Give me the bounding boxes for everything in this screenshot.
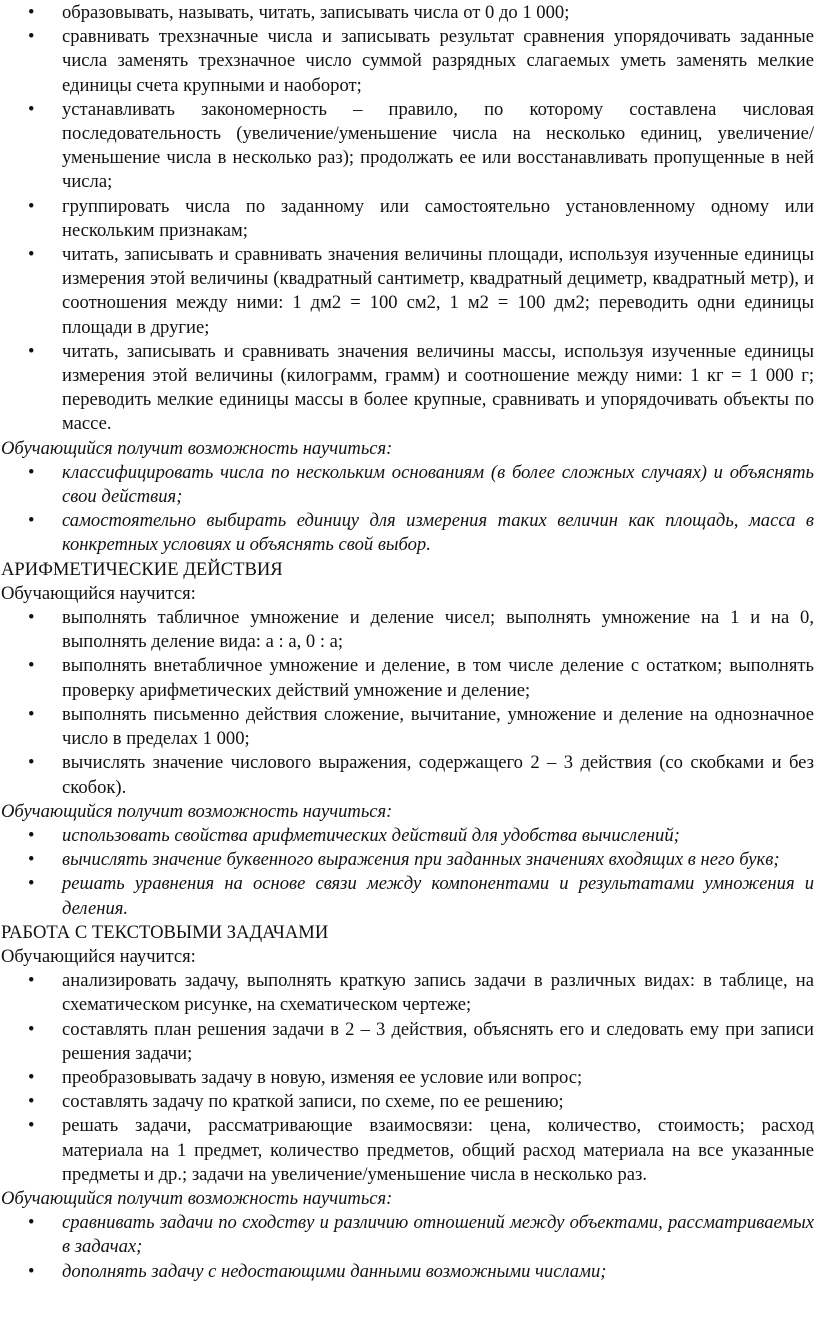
list-item xyxy=(0,1066,816,1090)
bullet-icon: • xyxy=(28,824,35,846)
list-item-text: сравнивать трехзначные числа и записывать результат сравнения упорядочивать заданные числа заменять трехзначное число суммой разрядных слагаемых уметь заменять мелкие единицы счета крупными и наоборот; xyxy=(62,26,814,96)
list-item xyxy=(0,751,816,799)
list-item xyxy=(0,243,816,340)
bullet-icon: • xyxy=(28,1115,35,1137)
bullet-icon: • xyxy=(28,26,35,48)
bullet-icon: • xyxy=(28,1212,35,1234)
list-item-text: читать, записывать и сравнивать значения величины массы, используя изученные единицы измерения этой величины (килограмм, грамм) и соотношение между ними: 1 кг = 1 000 г; переводить мелкие единицы массы в более крупные, сравнивать и упорядочивать объекты по массе. xyxy=(62,340,814,435)
list-item xyxy=(0,195,816,243)
list-item-text: группировать числа по заданному или самостоятельно установленному одному или нескольким признакам; xyxy=(62,195,814,241)
list-item xyxy=(0,1,816,25)
list-item-text: анализировать задачу, выполнять краткую запись задачи в различных видах: в таблице, на схематическом рисунке, на схематическом чертеже; xyxy=(62,970,814,1016)
list-item xyxy=(0,509,816,557)
document-content xyxy=(0,1,816,1284)
list-item-text: образовывать, называть, читать, записывать числа от 0 до 1 000; xyxy=(62,2,570,23)
section-title-word-problems: РАБОТА С ТЕКСТОВЫМИ ЗАДАЧАМИ xyxy=(1,921,329,943)
bullet-icon: • xyxy=(28,244,35,266)
opportunity-heading-1: Обучающийся получит возможность научиться: xyxy=(1,437,393,459)
list-item-text: самостоятельно выбирать единицу для измерения таких величин как площадь, масса в конкретных условиях и объяснять свой выбор. xyxy=(62,510,814,556)
list-item xyxy=(0,703,816,751)
will-learn-heading-2: Обучающийся научится: xyxy=(1,945,196,967)
bullet-icon: • xyxy=(28,752,35,774)
list-item-text: дополнять задачу с недостающими данными возможными числами; xyxy=(62,1260,607,1282)
list-item-text: выполнять внетабличное умножение и деление, в том числе деление с остатком; выполнять проверку арифметических действий умножение и деление; xyxy=(62,655,814,701)
list-item xyxy=(0,340,816,437)
list-item-text: классифицировать числа по нескольким основаниям (в более сложных случаях) и объяснять свои действия; xyxy=(62,461,814,508)
bullet-icon: • xyxy=(28,510,35,532)
list-item xyxy=(0,98,816,195)
bullet-icon: • xyxy=(28,340,35,362)
list-item-text: решать задачи, рассматривающие взаимосвязи: цена, количество, стоимость; расход материала на 1 предмет, количество предметов, общий расход материала на все указанные предметы и др.; задачи на увеличение/уменьшение числа в несколько раз. xyxy=(62,1115,814,1185)
list-item xyxy=(0,969,816,1017)
bullet-icon: • xyxy=(28,461,35,483)
list-arithmetic-skills xyxy=(0,606,816,800)
list-item xyxy=(0,1211,816,1259)
list-item-text: выполнять письменно действия сложение, вычитание, умножение и деление на однозначное число в пределах 1 000; xyxy=(62,703,814,750)
list-item xyxy=(0,1090,816,1114)
list-arithmetic-opportunities xyxy=(0,824,816,921)
list-item-text: решать уравнения на основе связи между компонентами и результатами умножения и деления. xyxy=(62,873,814,919)
opportunity-heading-2: Обучающийся получит возможность научиться: xyxy=(1,800,393,822)
list-item xyxy=(0,872,816,920)
list-item-text: устанавливать закономерность – правило, по которому составлена числовая последовательность (увеличение/уменьшение числа на несколько единиц, увеличение/уменьшение числа в несколько раз); продолжать ее или восстанавливать пропущенные в ней числа; xyxy=(62,98,814,193)
bullet-icon: • xyxy=(28,1091,35,1113)
list-item-text: сравнивать задачи по сходству и различию отношений между объектами, рассматриваемых в задачах; xyxy=(62,1212,814,1258)
list-problem-skills xyxy=(0,969,816,1187)
list-item-text: использовать свойства арифметических действий для удобства вычислений; xyxy=(62,824,680,846)
list-number-skills xyxy=(0,1,816,437)
list-item xyxy=(0,25,816,98)
list-item xyxy=(0,848,816,872)
list-item xyxy=(0,1018,816,1066)
list-item-text: вычислять значение буквенного выражения при заданных значениях входящих в него букв; xyxy=(62,849,780,871)
bullet-icon: • xyxy=(28,1018,35,1040)
list-item-text: вычислять значение числового выражения, содержащего 2 – 3 действия (со скобками и без скобок). xyxy=(62,752,814,798)
section-title-arithmetic: АРИФМЕТИЧЕСКИЕ ДЕЙСТВИЯ xyxy=(1,558,283,580)
bullet-icon: • xyxy=(28,703,35,725)
bullet-icon: • xyxy=(28,98,35,120)
list-item-text: читать, записывать и сравнивать значения величины площади, используя изученные единицы измерения этой величины (квадратный сантиметр, квадратный дециметр, квадратный метр), и соотношения между ними: 1 дм2 = 100 см2, 1 м2 = 100 дм2; переводить одни единицы площади в другие; xyxy=(62,244,814,338)
bullet-icon: • xyxy=(28,195,35,217)
list-item-text: выполнять табличное умножение и деление чисел; выполнять умножение на 1 и на 0, выполнять деление вида: а : а, 0 : а; xyxy=(62,607,814,653)
list-problem-opportunities xyxy=(0,1211,816,1284)
list-item xyxy=(0,1114,816,1187)
bullet-icon: • xyxy=(28,873,35,895)
list-item xyxy=(0,824,816,848)
list-item xyxy=(0,461,816,509)
will-learn-heading-1: Обучающийся научится: xyxy=(1,582,196,604)
list-item xyxy=(0,606,816,654)
list-item-text: составлять задачу по краткой записи, по схеме, по ее решению; xyxy=(62,1091,564,1113)
bullet-icon: • xyxy=(28,1066,35,1088)
bullet-icon: • xyxy=(28,1260,35,1282)
list-item-text: преобразовывать задачу в новую, изменяя ее условие или вопрос; xyxy=(62,1066,583,1088)
list-item-text: составлять план решения задачи в 2 – 3 действия, объяснять его и следовать ему при записи решения задачи; xyxy=(62,1018,814,1064)
bullet-icon: • xyxy=(28,655,35,677)
bullet-icon: • xyxy=(28,849,35,871)
list-item xyxy=(0,1260,816,1284)
bullet-icon: • xyxy=(28,970,35,992)
bullet-icon: • xyxy=(28,2,35,23)
list-number-opportunities xyxy=(0,461,816,558)
list-item xyxy=(0,654,816,702)
opportunity-heading-3: Обучающийся получит возможность научиться: xyxy=(1,1187,393,1209)
bullet-icon: • xyxy=(28,607,35,629)
